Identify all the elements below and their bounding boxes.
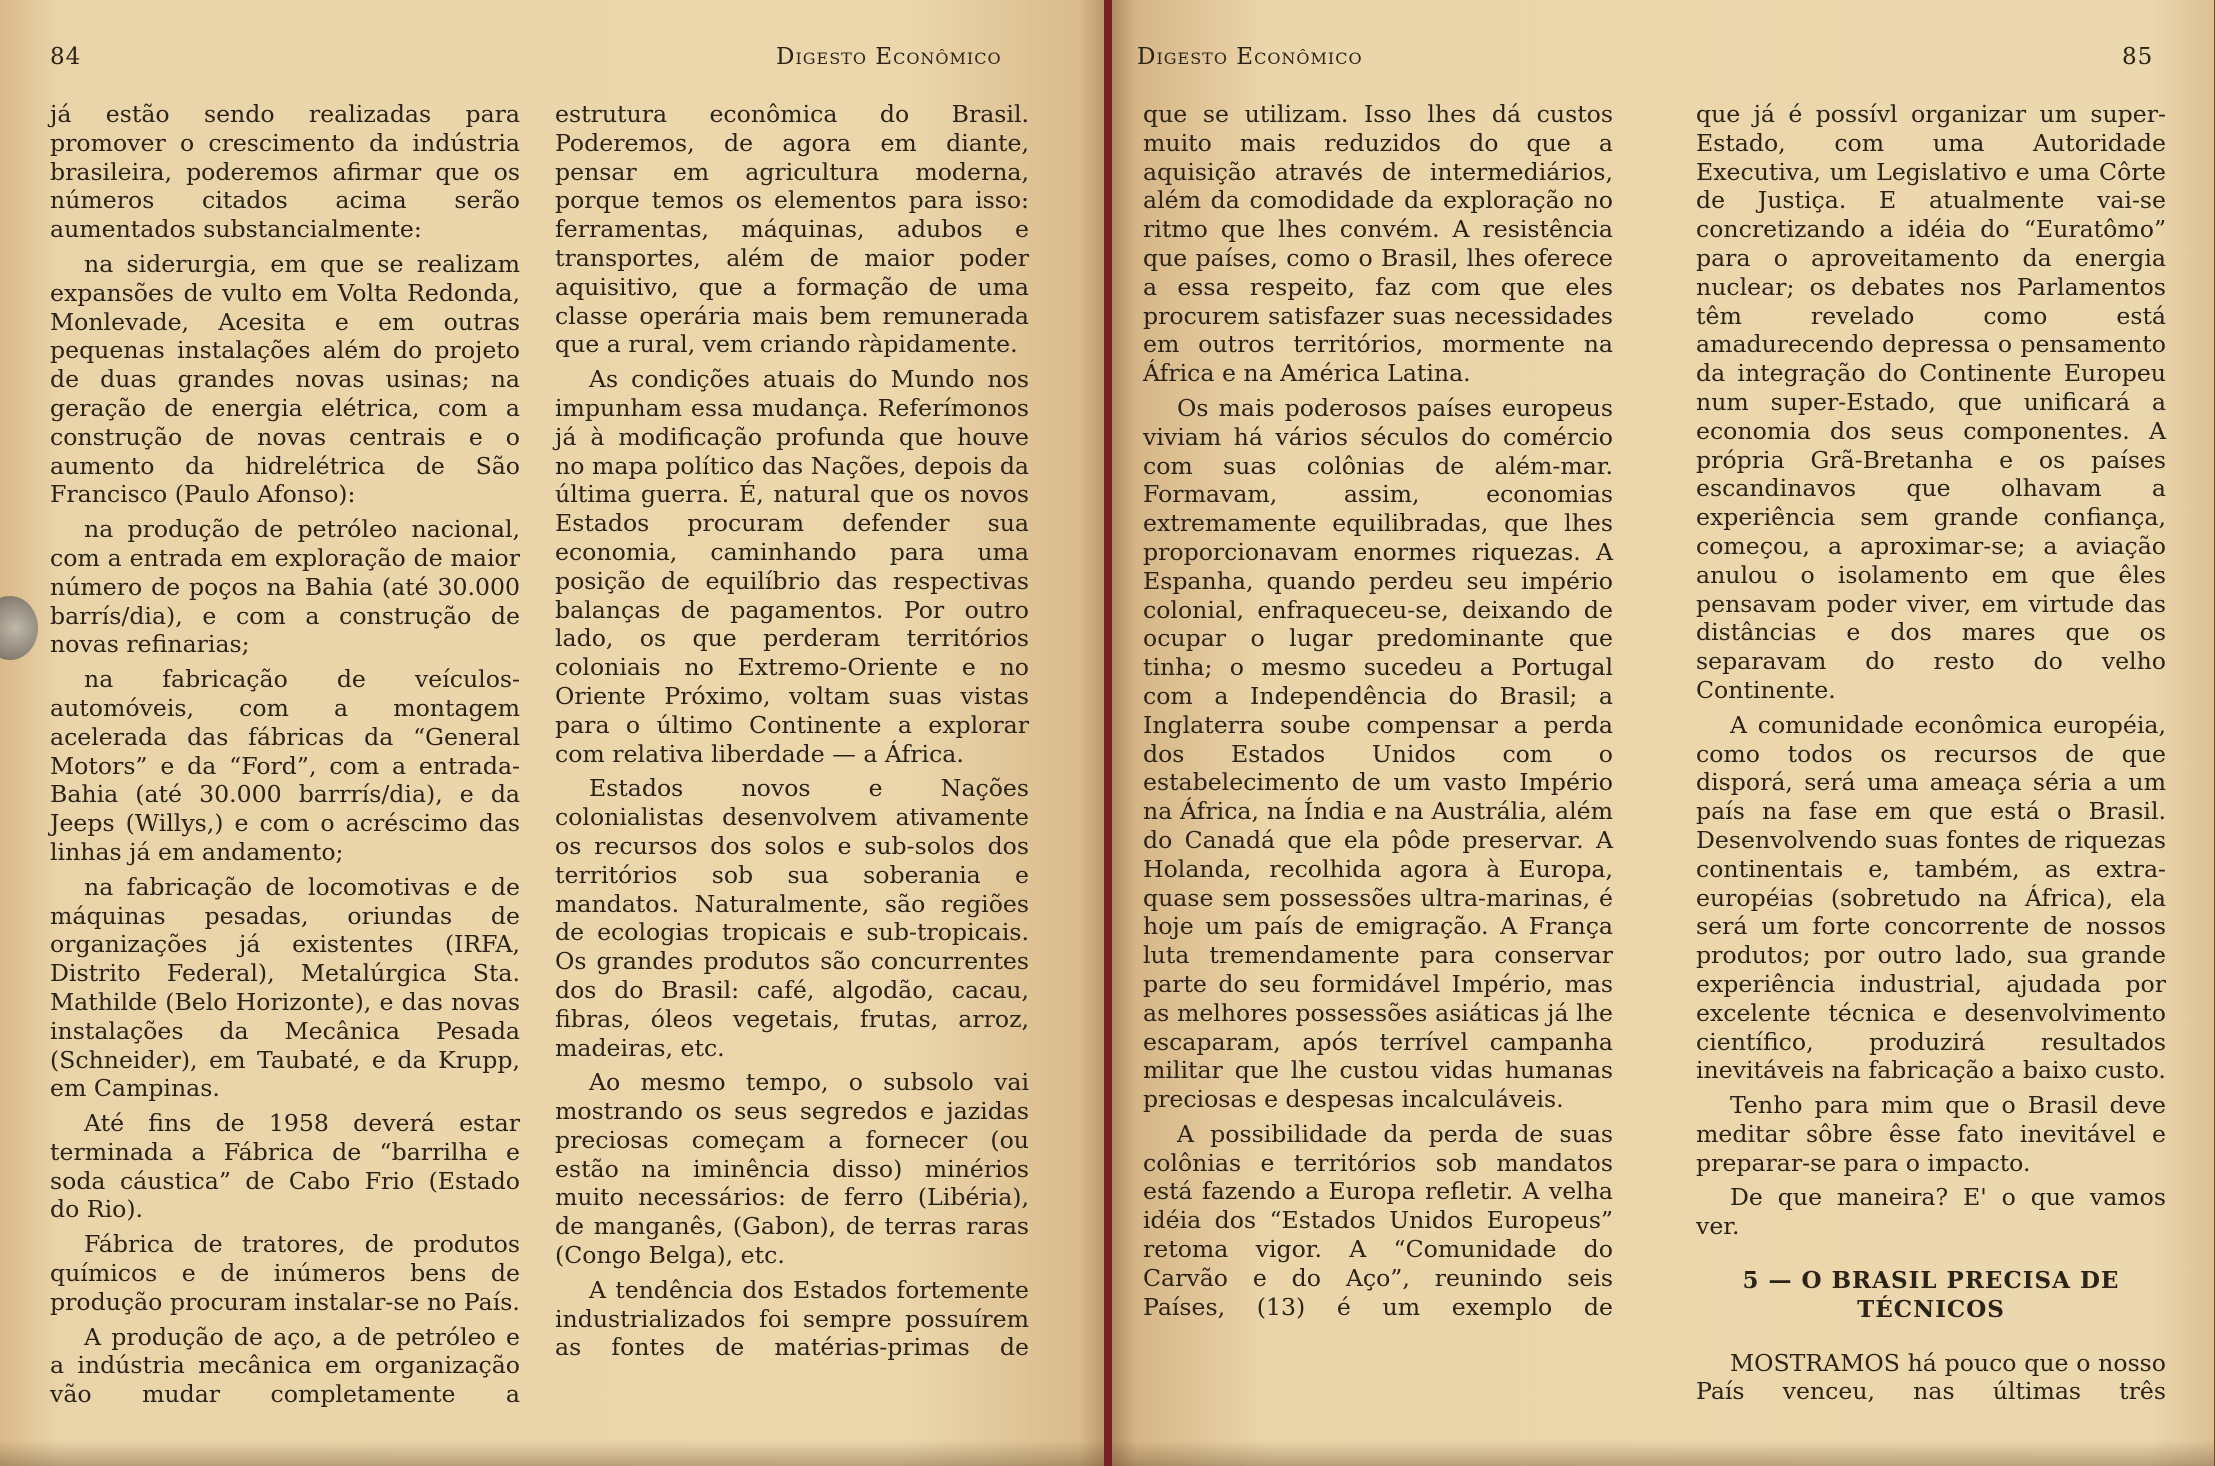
paragraph: Ao mesmo tempo, o subsolo vai mostrando os seus segredos e jazidas preciosas começam a fornecer (ou estão na iminência disso) minérios muito necessários: de ferro (Libéria), de manganês, (Gabon), de terras raras (Congo Belga), etc. <box>555 1068 1029 1270</box>
paragraph: na fabricação de veículos-automóveis, com a montagem acelerada das fábricas da “General Motors” e da “Ford”, com a entrada-Bahia (até 30.000 barrrís/dia), e da Jeeps (Willys,) e com o acréscimo das linhas já em andamento; <box>50 665 520 866</box>
paragraph: A tendência dos Estados fortemente industrializados foi sempre possuírem as fontes de matérias-primas de <box>555 1275 1029 1362</box>
book-spine-gutter <box>1104 0 1112 1466</box>
paragraph: MOSTRAMOS há pouco que o nosso País venceu, nas últimas três <box>1696 1348 2166 1406</box>
right-column-1 <box>1143 100 1613 1321</box>
page-edge-shadow <box>1107 1440 2214 1466</box>
section-heading-line-2: TÉCNICOS <box>1857 1295 2005 1323</box>
paragraph: Os mais poderosos países europeus viviam há vários séculos do comércio com suas colônias de além-mar. Formavam, assim, economias extremamente equilibradas, que lhes proporcionavam enormes riquezas. A Espanha, quando perdeu seu império colonial, enfraqueceu-se, deixando de ocupar o lugar predominante que tinha; o mesmo sucedeu a Portugal com a Independência do Brasil; a Inglaterra soube compensar a perda dos Estados Unidos com o estabelecimento de um vasto Império na África, na Índia e na Austrália, além do Canadá que ela pôde preservar. A Holanda, recolhida agora à Europa, quase sem possessões ultra-marinas, é hoje um país de emigração. A França luta tremendamente para conservar parte do seu formidável Império, mas as melhores possessões asiáticas já lhe escaparam, após terrível campanha militar que lhe custou vidas humanas preciosas e despesas incalculáveis. <box>1143 393 1613 1114</box>
paragraph: estrutura econômica do Brasil. Poderemos, de agora em diante, pensar em agricultura moderna, porque temos os elementos para isso: ferramentas, máquinas, adubos e transportes, além de maior poder aquisitivo, que a formação de uma classe operária mais bem remunerada que a rural, vem criando ràpidamente. <box>555 100 1029 359</box>
section-heading <box>1696 1267 2166 1325</box>
left-column-1 <box>50 100 520 1409</box>
paragraph: Fábrica de tratores, de produtos químicos e de inúmeros bens de produção procuram instalar-se no País. <box>50 1230 520 1316</box>
left-column-2 <box>555 100 1029 1362</box>
right-column-2 <box>1696 100 2166 1406</box>
paragraph: na fabricação de locomotivas e de máquinas pesadas, oriundas de organizações já existentes (IRFA, Distrito Federal), Metalúrgica Sta. Mathilde (Belo Horizonte), e das novas instalações da Mecânica Pesada (Schneider), em Taubaté, e da Krupp, em Campinas. <box>50 872 520 1103</box>
paragraph: Estados novos e Nações colonialistas desenvolvem ativamente os recursos dos solos e sub-solos dos territórios sob sua soberania e mandatos. Naturalmente, são regiões de ecologias tropicais e sub-tropicais. Os grandes produtos são concurrentes dos do Brasil: café, algodão, cacau, fibras, óleos vegetais, frutas, arroz, madeiras, etc. <box>555 774 1029 1062</box>
paragraph: A comunidade econômica européia, como todos os recursos de que disporá, será uma ameaça séria a um país na fase em que está o Brasil. Desenvolvendo suas fontes de riquezas continentais e, também, as extra-européias (sobretudo na África), ela será um forte concorrente de nossos produtos; por outro lado, sua grande experiência industrial, ajudada por excelente técnica e desenvolvimento científico, produzirá resultados inevitáveis na fabricação a baixo custo. <box>1696 710 2166 1085</box>
paragraph: A produção de aço, a de petróleo e a indústria mecânica em organização vão mudar completamente a <box>50 1322 520 1409</box>
paragraph: As condições atuais do Mundo nos impunham essa mudança. Referímonos já à modificação profunda que houve no mapa político das Nações, depois da última guerra. É, natural que os novos Estados procuram defender sua economia, caminhando para uma posição de equilíbrio das respectivas balanças de pagamentos. Por outro lado, os que perderam territórios coloniais no Extremo-Oriente e no Oriente Próximo, voltam suas vistas para o último Continente a explorar com relativa liberdade — a África. <box>555 365 1029 768</box>
paragraph: Até fins de 1958 deverá estar terminada a Fábrica de “barrilha e soda cáustica” de Cabo Frio (Estado do Rio). <box>50 1109 520 1224</box>
paragraph: A possibilidade da perda de suas colônias e territórios sob mandatos está fazendo a Europa refletir. A velha idéia dos “Estados Unidos Europeus” retoma vigor. A “Comunidade do Carvão e do Aço”, reunindo seis Países, (13) é um exemplo de <box>1143 1119 1613 1321</box>
paragraph: na produção de petróleo nacional, com a entrada em exploração de maior número de poços na Bahia (até 30.000 barrís/dia), e com a construção de novas refinarias; <box>50 515 520 659</box>
right-page <box>1107 0 2214 1466</box>
punch-hole <box>0 596 38 660</box>
paragraph: Tenho para mim que o Brasil deve meditar sôbre êsse fato inevitável e preparar-se para o impacto. <box>1696 1091 2166 1177</box>
running-head: Digesto Econômico <box>1137 44 1363 70</box>
paragraph: na siderurgia, em que se realizam expansões de vulto em Volta Redonda, Monlevade, Acesita e em outras pequenas instalações além do projeto de duas grandes novas usinas; na geração de energia elétrica, com a construção de novas centrais e o aumento da hidrelétrica de São Francisco (Paulo Afonso): <box>50 249 520 509</box>
page-edge-shadow <box>0 1440 1107 1466</box>
paragraph: De que maneira? E' o que vamos ver. <box>1696 1183 2166 1241</box>
left-page <box>0 0 1107 1466</box>
paragraph: que já é possívl organizar um super-Estado, com uma Autoridade Executiva, um Legislativo e uma Côrte de Justiça. E atualmente vai-se concretizando a idéia do “Euratômo” para o aproveitamento da energia nuclear; os debates nos Parlamentos têm revelado como está amadurecendo depressa o pensamento da integração do Continente Europeu num super-Estado, que unificará a economia dos seus componentes. A própria Grã-Bretanha e os países escandinavos que olhavam a experiência sem grande confiança, começou, a aproximar-se; a aviação anulou o isolamento em que êles pensavam poder viver, em virtude das distâncias e dos mares que os separavam do resto do velho Continente. <box>1696 100 2166 704</box>
section-heading-line-1: 5 — O BRASIL PRECISA DE <box>1742 1267 2120 1295</box>
running-head: Digesto Econômico <box>776 44 1002 70</box>
page-number: 84 <box>50 44 82 70</box>
paragraph: já estão sendo realizadas para promover o crescimento da indústria brasileira, poderemos afirmar que os números citados acima serão aumentados substancialmente: <box>50 100 520 244</box>
page-number: 85 <box>2122 44 2154 70</box>
paragraph: que se utilizam. Isso lhes dá custos muito mais reduzidos do que a aquisição através de intermediários, além da comodidade da exploração no ritmo que lhes convém. A resistência que países, como o Brasil, lhes oferece a essa respeito, faz com que eles procurem satisfazer suas necessidades em outros territórios, mormente na África e na América Latina. <box>1143 100 1613 388</box>
